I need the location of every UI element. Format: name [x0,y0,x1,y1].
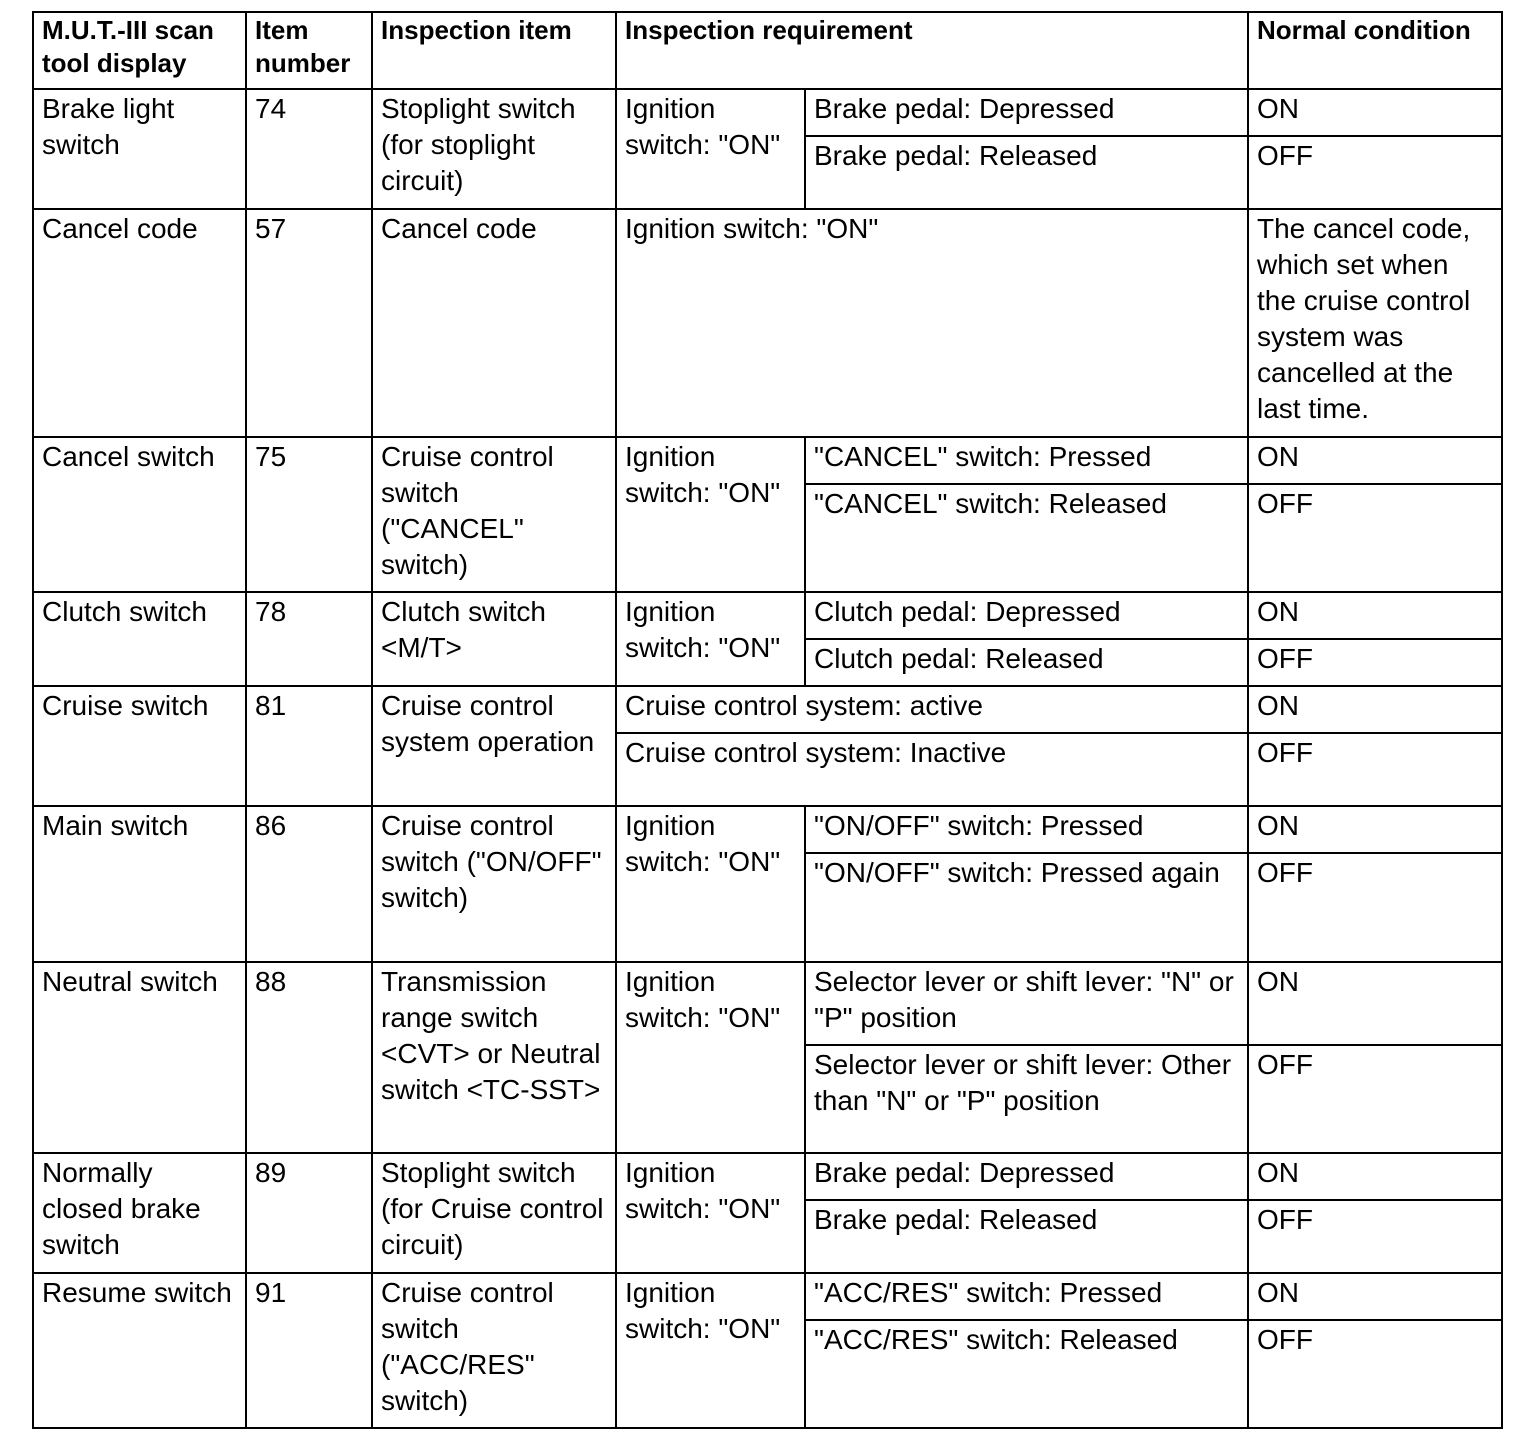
cell-requirement: Ignition switch: "ON" [616,592,805,686]
cell-normal: ON [1248,437,1502,484]
cell-condition-detail: Brake pedal: Released [805,1200,1248,1272]
table-row [33,89,1502,136]
cell-display: Resume switch [33,1273,246,1428]
cell-item-number: 57 [246,209,372,436]
cell-normal: OFF [1248,639,1502,686]
cell-normal: ON [1248,806,1502,853]
cell-condition-detail: Clutch pedal: Released [805,639,1248,686]
cell-requirement: Ignition switch: "ON" [616,1273,805,1428]
cell-requirement: Ignition switch: "ON" [616,962,805,1153]
cell-item-number: 89 [246,1153,372,1272]
table-row [33,1273,1502,1320]
cell-inspection-item: Stoplight switch (for Cruise control circuit) [372,1153,616,1272]
cell-normal: OFF [1248,733,1502,805]
cell-inspection-item: Cancel code [372,209,616,436]
cell-inspection-item: Transmission range switch <CVT> or Neutral switch <TC-SST> [372,962,616,1153]
table-row [33,592,1502,639]
cell-condition-detail: "ACC/RES" switch: Released [805,1320,1248,1428]
cell-condition-detail: Cruise control system: Inactive [616,733,1248,805]
cell-normal: OFF [1248,484,1502,592]
cell-inspection-item: Stoplight switch (for stoplight circuit) [372,89,616,209]
header-display: M.U.T.-III scan tool display [33,12,246,89]
cell-normal: OFF [1248,1200,1502,1272]
cell-inspection-item: Cruise control switch ("ON/OFF" switch) [372,806,616,962]
cell-item-number: 88 [246,962,372,1153]
cell-inspection-item: Cruise control system operation [372,686,616,805]
cell-condition-detail: "CANCEL" switch: Released [805,484,1248,592]
cell-condition-detail: Brake pedal: Depressed [805,89,1248,136]
cell-normal: ON [1248,1273,1502,1320]
table-row [33,806,1502,853]
table-row [33,962,1502,1045]
cell-inspection-item: Clutch switch <M/T> [372,592,616,686]
cell-condition-detail: Cruise control system: active [616,686,1248,733]
cell-condition-detail: "ON/OFF" switch: Pressed [805,806,1248,853]
cell-condition-detail: Selector lever or shift lever: "N" or "P" position [805,962,1248,1045]
cell-requirement: Ignition switch: "ON" [616,209,1248,436]
table-row [33,437,1502,484]
cell-requirement: Ignition switch: "ON" [616,1153,805,1272]
cell-requirement: Ignition switch: "ON" [616,806,805,962]
header-inspection-item: Inspection item [372,12,616,89]
cell-condition-detail: "ON/OFF" switch: Pressed again [805,853,1248,962]
cell-normal: The cancel code, which set when the cruise control system was cancelled at the last time. [1248,209,1502,436]
cell-item-number: 86 [246,806,372,962]
cell-normal: ON [1248,89,1502,136]
cell-item-number: 74 [246,89,372,209]
cell-condition-detail: Selector lever or shift lever: Other than "N" or "P" position [805,1045,1248,1153]
cell-requirement: Ignition switch: "ON" [616,89,805,209]
cell-item-number: 91 [246,1273,372,1428]
cell-condition-detail: Brake pedal: Depressed [805,1153,1248,1200]
cell-normal: ON [1248,592,1502,639]
cell-item-number: 81 [246,686,372,805]
table-row [33,1153,1502,1200]
table-row [33,209,1502,436]
cell-requirement: Ignition switch: "ON" [616,437,805,592]
cell-normal: ON [1248,686,1502,733]
cell-normal: OFF [1248,136,1502,209]
cell-condition-detail: "ACC/RES" switch: Pressed [805,1273,1248,1320]
inspection-table [32,11,1503,1429]
header-row [33,12,1502,89]
table-row [33,686,1502,733]
header-item-number: Item number [246,12,372,89]
cell-inspection-item: Cruise control switch ("CANCEL" switch) [372,437,616,592]
cell-inspection-item: Cruise control switch ("ACC/RES" switch) [372,1273,616,1428]
cell-display: Neutral switch [33,962,246,1153]
cell-display: Cancel code [33,209,246,436]
cell-normal: OFF [1248,853,1502,962]
header-normal-condition: Normal condition [1248,12,1502,89]
cell-normal: ON [1248,1153,1502,1200]
cell-normal: ON [1248,962,1502,1045]
cell-condition-detail: "CANCEL" switch: Pressed [805,437,1248,484]
cell-display: Brake light switch [33,89,246,209]
cell-item-number: 75 [246,437,372,592]
cell-condition-detail: Clutch pedal: Depressed [805,592,1248,639]
cell-normal: OFF [1248,1045,1502,1153]
cell-condition-detail: Brake pedal: Released [805,136,1248,209]
cell-display: Main switch [33,806,246,962]
header-inspection-requirement: Inspection requirement [616,12,1248,89]
cell-display: Cruise switch [33,686,246,805]
cell-display: Clutch switch [33,592,246,686]
cell-display: Cancel switch [33,437,246,592]
cell-item-number: 78 [246,592,372,686]
cell-normal: OFF [1248,1320,1502,1428]
cell-display: Normally closed brake switch [33,1153,246,1272]
